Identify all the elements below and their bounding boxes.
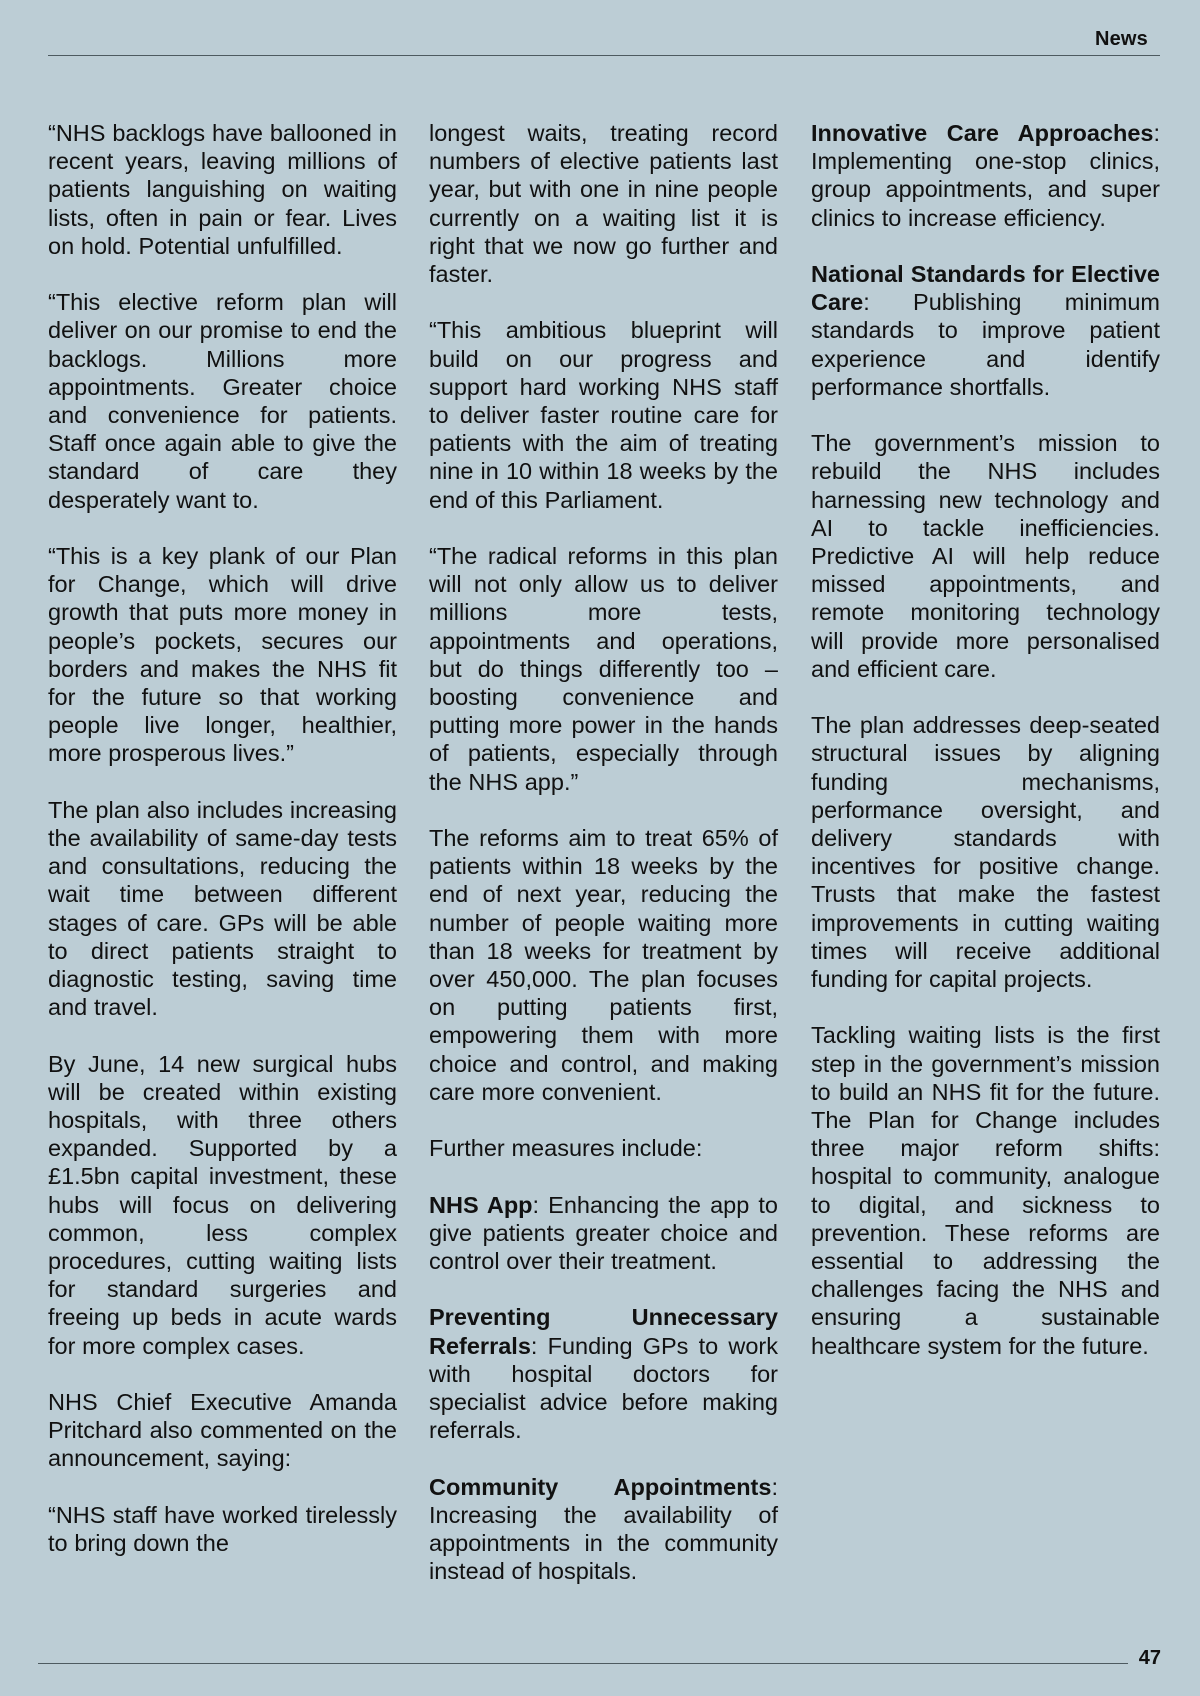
measure-text: : Implementing one-stop clinics, group appointments, and super clinics to increase efficiency. bbox=[811, 120, 1160, 231]
paragraph: “The radical reforms in this plan will not only allow us to deliver millions more tests, appointments and operations, but do things differently too – boosting convenience and putting more power in the hands of patients, especially through the NHS app.” bbox=[429, 543, 778, 795]
column-3 bbox=[811, 119, 1160, 1360]
column-2 bbox=[429, 119, 778, 1585]
paragraph: longest waits, treating record numbers of elective patients last year, but with one in nine people currently on a waiting list it is right that we now go further and faster. bbox=[429, 120, 778, 288]
measure-term: Innovative Care Approaches bbox=[811, 120, 1154, 146]
measure-text: : Enhancing the app to give patients greater choice and control over their treatment. bbox=[429, 1191, 779, 1275]
measure-term: Community Appointments bbox=[429, 1473, 772, 1500]
measure-item bbox=[811, 260, 1160, 401]
measure-item bbox=[429, 1303, 778, 1444]
paragraph: “This is a key plank of our Plan for Change, which will drive growth that puts more money in people’s pockets, secures our borders and makes the NHS fit for the future so that working people live longer, healthier, more prosperous lives.” bbox=[48, 543, 397, 767]
column-1 bbox=[48, 119, 397, 1557]
section-label: News bbox=[1094, 28, 1148, 50]
paragraph: By June, 14 new surgical hubs will be created within existing hospitals, with three others expanded. Supported by a £1.5bn capital investment, these hubs will focus on delivering common, less complex procedures, cutting waiting lists for standard surgeries and freeing up beds in acute wards for more complex cases. bbox=[48, 1050, 397, 1359]
footer-divider bbox=[38, 1663, 1128, 1664]
paragraph: “NHS backlogs have ballooned in recent years, leaving millions of patients languishing on waiting lists, often in pain or fear. Lives on hold. Potential unfulfilled. bbox=[48, 120, 397, 259]
header-divider bbox=[48, 55, 1160, 56]
paragraph: “NHS staff have worked tirelessly to bring down the bbox=[48, 1501, 397, 1557]
page-number: 47 bbox=[1138, 1647, 1161, 1669]
paragraph: “This ambitious blueprint will build on our progress and support hard working NHS staff to deliver faster routine care for patients with the aim of treating nine in 10 within 18 weeks by the end of this Parliament. bbox=[429, 317, 778, 513]
measure-term: National Standards for Elective Care bbox=[811, 261, 1160, 316]
paragraph: The reforms aim to treat 65% of patients within 18 weeks by the end of next year, reducing the number of people waiting more than 18 weeks for treatment by over 450,000. The plan focuses on putting patients first, empowering them with more choice and control, and making care more convenient. bbox=[429, 825, 778, 1105]
measure-item bbox=[811, 119, 1160, 232]
measure-term: Preventing Unnecessary Referrals bbox=[429, 1304, 778, 1359]
paragraph: NHS Chief Executive Amanda Pritchard also commented on the announcement, saying: bbox=[48, 1389, 397, 1472]
paragraph: The government’s mission to rebuild the NHS includes harnessing new technology and AI to tackle inefficiencies. Predictive AI will help reduce missed appointments, and remote monitoring technology will provide more personalised and efficient care. bbox=[811, 430, 1160, 682]
measure-item bbox=[429, 1473, 778, 1586]
measure-term: NHS App bbox=[429, 1191, 533, 1218]
paragraph: Further measures include: bbox=[429, 1135, 703, 1162]
measure-text: : Publishing minimum standards to improve patient experience and identify performance shortfalls. bbox=[811, 289, 1160, 400]
measure-text: : Funding GPs to work with hospital doctors for specialist advice before making referrals. bbox=[429, 1332, 778, 1444]
measure-item bbox=[429, 1191, 778, 1276]
paragraph: “This elective reform plan will deliver on our promise to end the backlogs. Millions more appointments. Greater choice and convenience for patients. Staff once again able to give the standard of care they desperately want to. bbox=[48, 289, 397, 513]
measure-text: : Increasing the availability of appointments in the community instead of hospitals. bbox=[429, 1473, 778, 1585]
paragraph: Tackling waiting lists is the first step in the government’s mission to build an NHS fit for the future. The Plan for Change includes three major reform shifts: hospital to community, analogue to digital, and sickness to prevention. These reforms are essential to addressing the challenges facing the NHS and ensuring a sustainable healthcare system for the future. bbox=[811, 1022, 1160, 1359]
paragraph: The plan addresses deep-seated structural issues by aligning funding mechanisms, performance oversight, and delivery standards with incentives for positive change. Trusts that make the fastest improvements in cutting waiting times will receive additional funding for capital projects. bbox=[811, 712, 1160, 993]
article-body bbox=[48, 119, 1160, 1589]
paragraph: The plan also includes increasing the availability of same-day tests and consultations, reducing the wait time between different stages of care. GPs will be able to direct patients straight to diagnostic testing, saving time and travel. bbox=[48, 796, 397, 1021]
